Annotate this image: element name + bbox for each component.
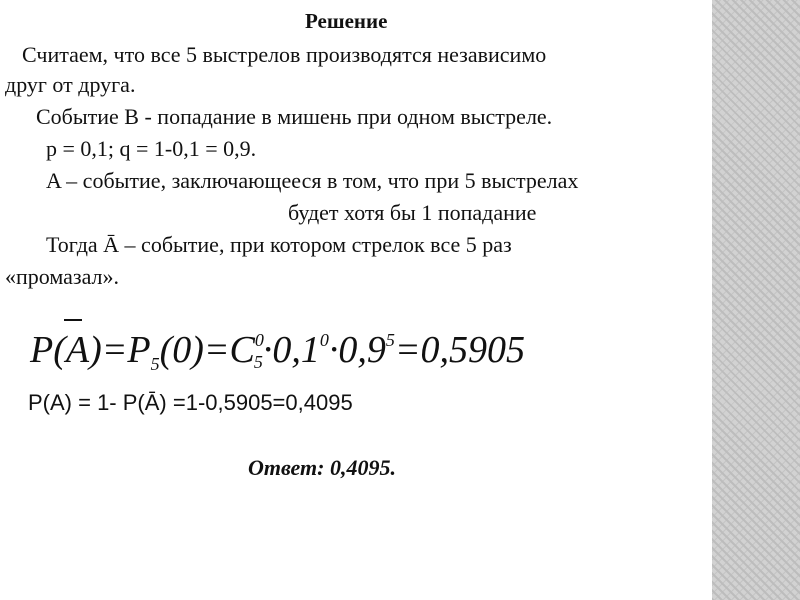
text-line: «промазал». (5, 264, 120, 289)
formula-sub: 5 (150, 354, 160, 374)
svg-text:P(A)=P5(0)=C05·0,10·0,95=0,590 (29, 329, 525, 374)
slide-title: Решение (305, 9, 388, 33)
text-line: Событие B - попадание в мишень при одном выстреле. (36, 104, 553, 129)
text-line: друг от друга. (5, 72, 136, 97)
formula-text: (0)=C (159, 329, 255, 371)
probability-result-line: P(A) = 1- P(Ā) =1-0,5905=0,4095 (28, 390, 353, 415)
formula-text: =0,5905 (394, 329, 526, 371)
formula-text: ·0,9 (328, 329, 386, 371)
formula-a-bar: A (65, 329, 90, 371)
text-line: Считаем, что все 5 выстрелов производятся независимо (22, 42, 547, 67)
formula-text: ·0,1 (262, 329, 320, 371)
decorative-side-stripe (712, 0, 800, 600)
text-line: Тогда Ā – событие, при котором стрелок все 5 раз (46, 232, 512, 257)
probability-formula (30, 314, 526, 384)
formula-sub: 5 (253, 352, 263, 372)
formula-sup: 5 (385, 330, 395, 350)
answer-text: Ответ: 0,4095. (248, 455, 396, 480)
text-line: p = 0,1; q = 1-0,1 = 0,9. (46, 136, 257, 161)
text-line: будет хотя бы 1 попадание (288, 200, 537, 225)
formula-text: P( (30, 329, 66, 371)
text-line: A – событие, заключающееся в том, что при 5 выстрелах (46, 168, 579, 193)
formula-text: )=P (89, 329, 151, 371)
formula-sup: 0 (319, 330, 329, 350)
formula-sup: 0 (254, 330, 264, 350)
